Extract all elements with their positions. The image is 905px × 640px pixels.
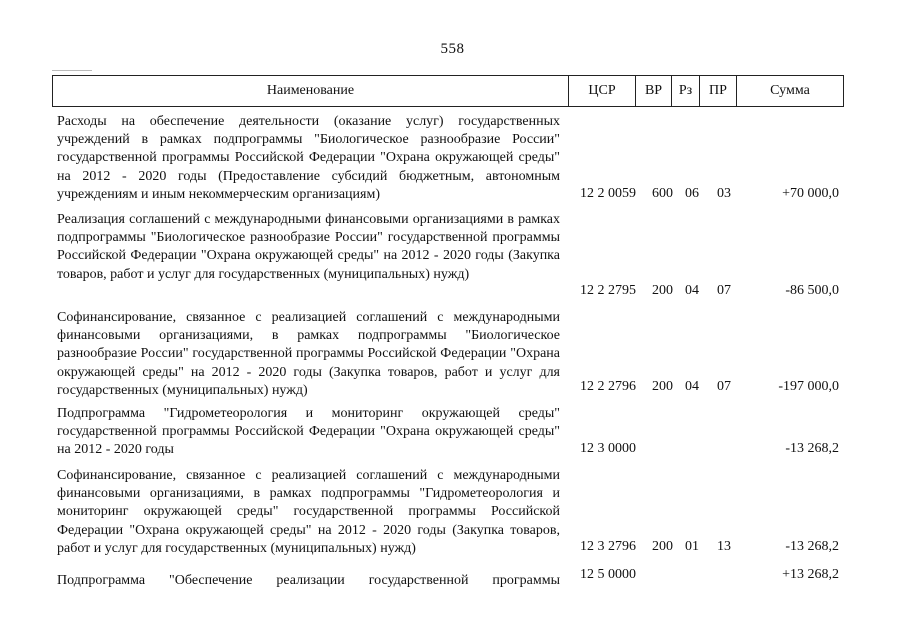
row-csr: 12 3 0000 [580, 441, 636, 456]
row-csr: 12 5 0000 [580, 567, 636, 582]
row-vr: 200 [652, 379, 673, 394]
row-sum: -197 000,0 [778, 379, 839, 394]
row-sum: +70 000,0 [782, 186, 839, 201]
row-pr: 03 [717, 186, 731, 201]
row-description: Софинансирование, связанное с реализацией соглашений с международными финансовыми организациями, в рамках подпрограммы "Биологическое разнообразие России" государственной программы Российской Федерации "Охрана окружающей среды" на 2012 - 2020 годы (Закупка товаров, работ и услуг для государственных (муниципальных) нужд) [57, 310, 560, 398]
row-rz: 01 [685, 539, 699, 554]
row-description: Реализация соглашений с международными финансовыми организациями в рамках подпрограммы "Биологическое разнообразие России" государственной программы Российской Федерации "Охрана окружающей среды" на 2012 - 2020 годы (Закупка товаров, работ и услуг для государственных (муниципальных) нужд) [57, 212, 560, 282]
page-number: 558 [440, 41, 465, 57]
row-description: Софинансирование, связанное с реализацией соглашений с международными финансовыми организациями, в рамках подпрограммы "Гидрометеорология и мониторинг окружающей среды" государственной программы Российской Федерации "Охрана окружающей среды" на 2012 - 2020 годы (Закупка товаров, работ и услуг для государственных (муниципальных) нужд) [57, 468, 560, 556]
header-csr: ЦСР [568, 76, 635, 106]
row-rz: 04 [685, 283, 699, 298]
row-vr: 200 [652, 539, 673, 554]
row-vr: 200 [652, 283, 673, 298]
row-sum: +13 268,2 [782, 567, 839, 582]
table-header [52, 75, 844, 107]
header-pr: ПР [699, 76, 736, 106]
row-pr: 13 [717, 539, 731, 554]
row-rz: 04 [685, 379, 699, 394]
row-pr: 07 [717, 379, 731, 394]
row-csr: 12 2 2796 [580, 379, 636, 394]
row-sum: -86 500,0 [785, 283, 839, 298]
row-description: Расходы на обеспечение деятельности (оказание услуг) государственных учреждений в рамках подпрограммы "Биологическое разнообразие России" государственной программы Российской Федерации "Охрана окружающей среды" на 2012 - 2020 годы (Предоставление субсидий бюджетным, автономным учреждениям и иным некоммерческим организациям) [57, 114, 560, 202]
row-description: Подпрограмма "Гидрометеорология и мониторинг окружающей среды" государственной программы Российской Федерации "Охрана окружающей среды" на 2012 - 2020 годы [57, 406, 560, 458]
row-description: Подпрограмма "Обеспечение реализации государственной программы [57, 573, 560, 588]
header-vr: ВР [635, 76, 671, 106]
row-vr: 600 [652, 186, 673, 201]
scan-artifact [52, 70, 92, 71]
row-sum: -13 268,2 [785, 539, 839, 554]
header-rz: Рз [671, 76, 699, 106]
row-sum: -13 268,2 [785, 441, 839, 456]
row-pr: 07 [717, 283, 731, 298]
header-sum: Сумма [736, 76, 843, 106]
header-name: Наименование [266, 83, 355, 98]
row-csr: 12 2 2795 [580, 283, 636, 298]
row-csr: 12 2 0059 [580, 186, 636, 201]
row-rz: 06 [685, 186, 699, 201]
row-csr: 12 3 2796 [580, 539, 636, 554]
